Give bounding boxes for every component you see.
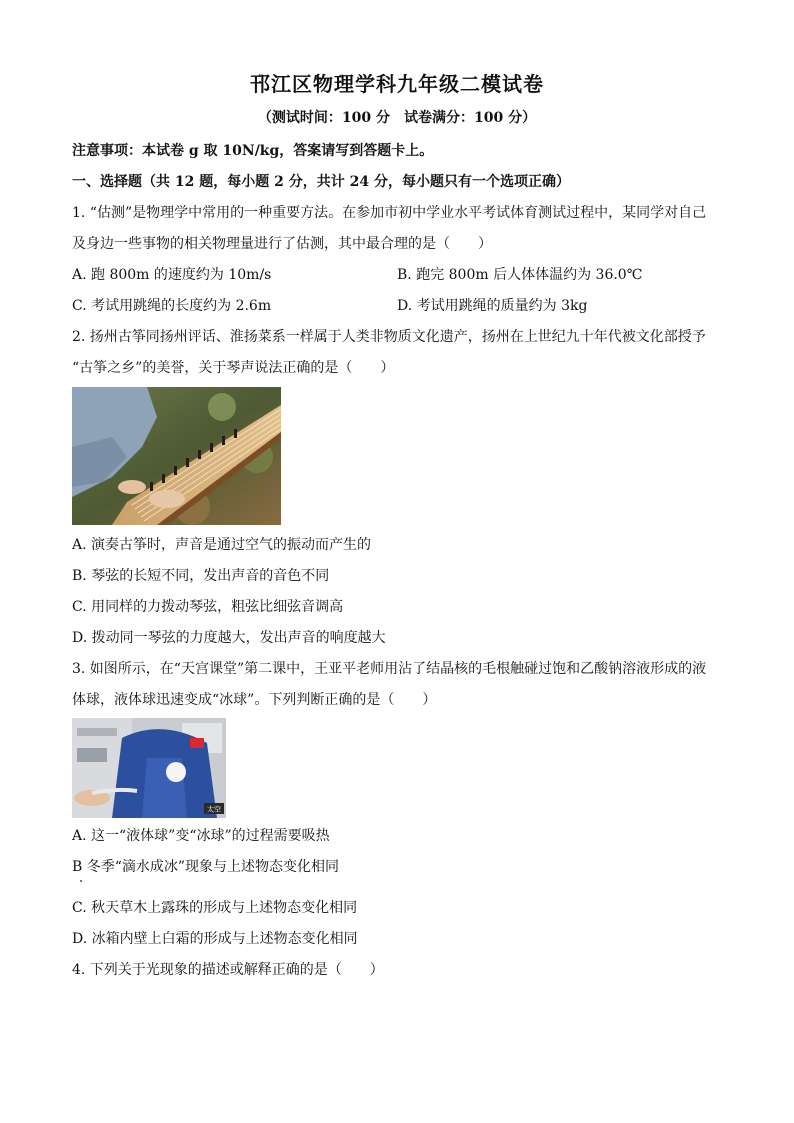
q3-option-b: B 冬季“滴水成冰”现象与上述物态变化相同 [72, 859, 340, 875]
guzheng-photo [72, 387, 281, 525]
q2-option-a: A. 演奏古筝时，声音是通过空气的振动而产生的 [72, 537, 372, 553]
q3-stem-line2: 体球，液体球迅速变成“冰球”。下列判断正确的是（ ） [72, 692, 437, 708]
q2-stem-line1: 2. 扬州古筝同扬州评话、淮扬菜系一样属于人类非物质文化遗产，扬州在上世纪九十年代被文化部授予 [72, 329, 706, 345]
q1-option-b: B. 跑完 800m 后人体体温约为 36.0℃ [397, 267, 643, 283]
exam-subtitle: （测试时间：100 分 试卷满分：100 分） [257, 110, 537, 126]
q2-option-d: D. 拨动同一琴弦的力度越大，发出声音的响度越大 [72, 630, 386, 646]
q2-stem-line2: “古筝之乡”的美誉，关于琴声说法正确的是（ ） [72, 360, 395, 376]
notice: 注意事项：本试卷 g 取 10N/kg，答案请写到答题卡上。 [72, 143, 434, 159]
q3-option-d: D. 冰箱内壁上白霜的形成与上述物态变化相同 [72, 931, 358, 947]
photo-caption: 太空 [207, 805, 221, 814]
q3-stem-line1: 3. 如图所示，在“天宫课堂”第二课中，王亚平老师用沾了结晶核的毛根触碰过饱和乙酸钠溶液形成的液 [72, 661, 707, 677]
q4-stem-line1: 4. 下列关于光现象的描述或解释正确的是（ ） [72, 962, 384, 978]
q3-option-c: C. 秋天草木上露珠的形成与上述物态变化相同 [72, 900, 358, 916]
section-heading: 一、选择题（共 12 题，每小题 2 分，共计 24 分，每小题只有一个选项正确） [72, 174, 570, 190]
q2-option-b: B. 琴弦的长短不同，发出声音的音色不同 [72, 568, 330, 584]
q1-option-c: C. 考试用跳绳的长度约为 2.6m [72, 298, 272, 314]
q1-option-a: A. 跑 800m 的速度约为 10m/s [72, 267, 272, 283]
stray-dot [80, 880, 82, 882]
q1-stem-line2: 及身边一些事物的相关物理量进行了估测，其中最合理的是（ ） [72, 236, 492, 252]
q3-option-a: A. 这一“液体球”变“冰球”的过程需要吸热 [72, 828, 330, 844]
exam-title: 邗江区物理学科九年级二模试卷 [250, 72, 544, 96]
q1-stem-line1: 1. “估测”是物理学中常用的一种重要方法。在参加市初中学业水平考试体育测试过程中，某同学对自己 [72, 205, 707, 221]
q1-option-d: D. 考试用跳绳的质量约为 3kg [397, 298, 588, 314]
tiangong-photo [72, 718, 226, 818]
q2-option-c: C. 用同样的力拨动琴弦，粗弦比细弦音调高 [72, 599, 344, 615]
